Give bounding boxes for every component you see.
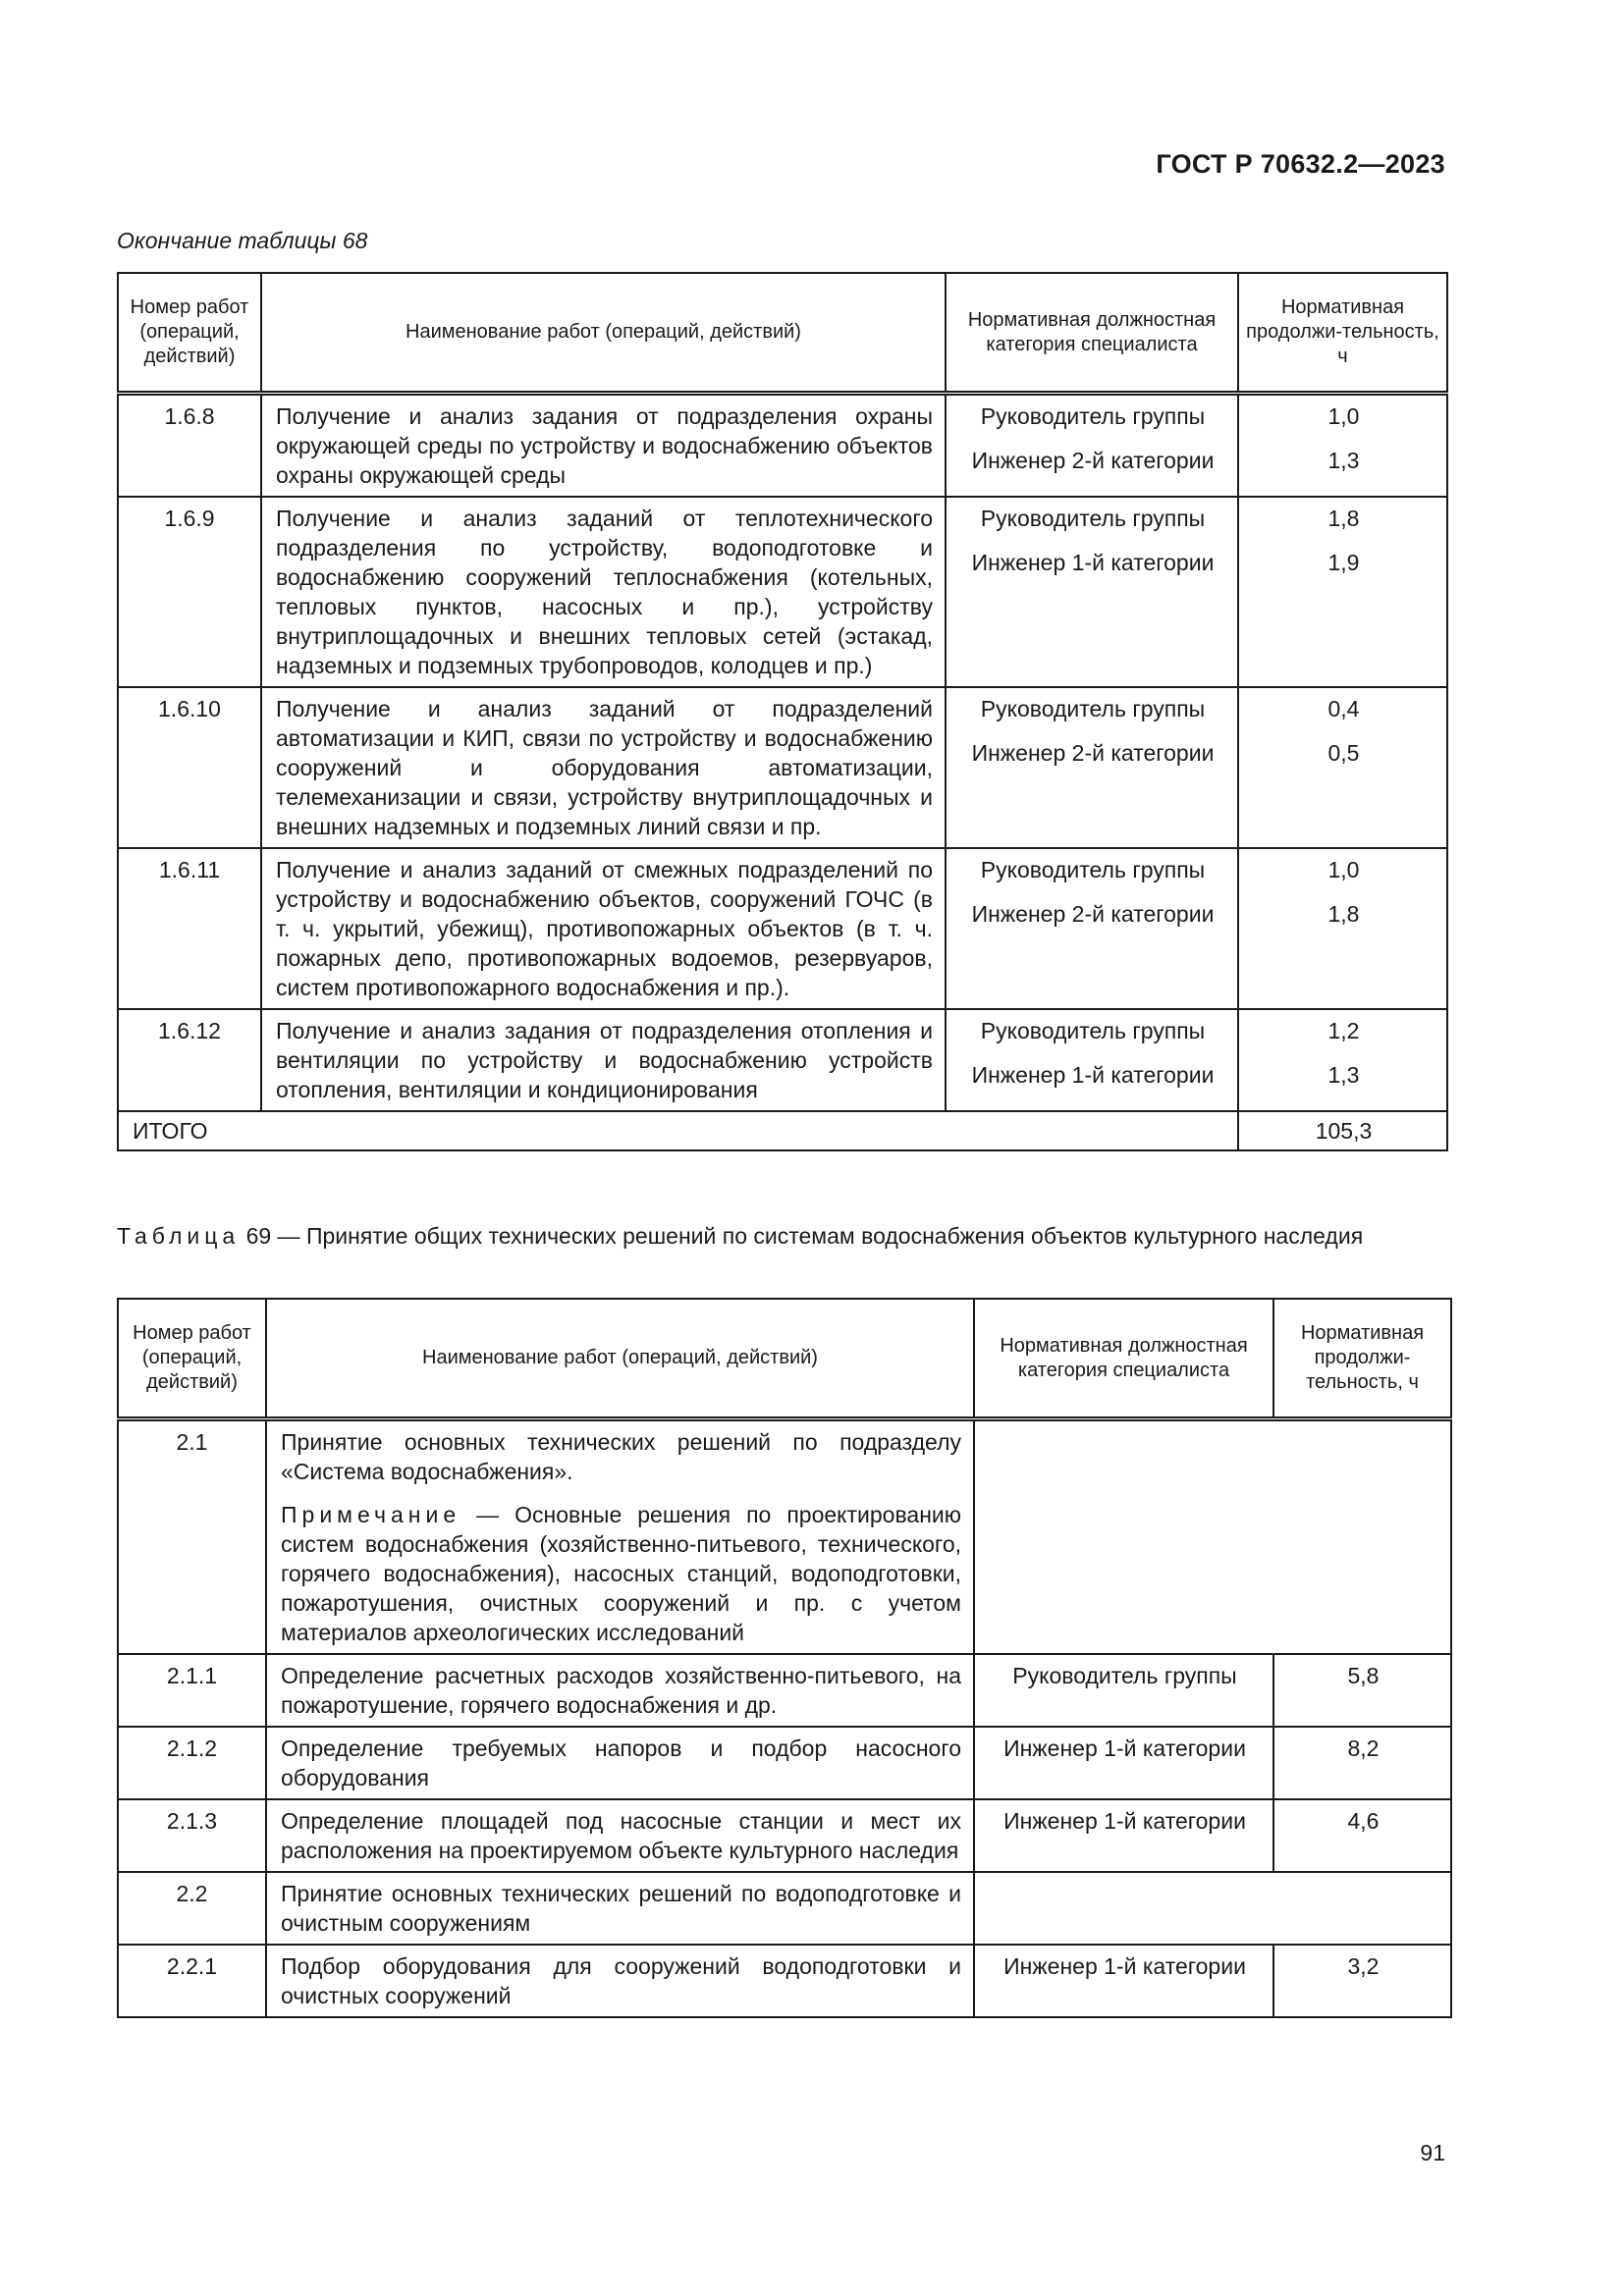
category-line: Инженер 2-й категории bbox=[971, 740, 1215, 766]
category-line: Руководитель группы bbox=[980, 857, 1206, 882]
row-category bbox=[946, 1009, 1238, 1111]
category-line: Руководитель группы bbox=[980, 696, 1206, 721]
category-line: Инженер 2-й категории bbox=[971, 901, 1215, 927]
duration-line: 1,2 bbox=[1327, 1018, 1360, 1043]
duration-line: 1,8 bbox=[1327, 506, 1360, 531]
row-number: 1.6.8 bbox=[118, 394, 261, 498]
row-duration: 4,6 bbox=[1273, 1799, 1451, 1872]
row-category: Инженер 1-й категории bbox=[974, 1799, 1273, 1872]
row-number: 1.6.12 bbox=[118, 1009, 261, 1111]
table-row bbox=[118, 687, 1447, 848]
column-header-category: Нормативная должностная категория специалиста bbox=[946, 273, 1238, 394]
row-name: Получение и анализ заданий от смежных подразделений по устройству и водоснабжению объектов, сооружений ГОЧС (в т. ч. укрытий, убежищ), противопожарных объектов (в т. ч. пожарных депо, противопожарных водоемов, резервуаров, систем противопожарного водоснабжения и пр.). bbox=[261, 848, 946, 1009]
row-duration bbox=[1238, 1009, 1447, 1111]
duration-line: 1,3 bbox=[1327, 1062, 1360, 1088]
row-name: Получение и анализ заданий от теплотехнического подразделения по устройству, водоподготовке и водоснабжению сооружений теплоснабжения (котельных, тепловых пунктов, насосных и пр.), устройству внутриплощадочных и внешних тепловых сетей (эстакад, надземных и подземных трубопроводов, колодцев и пр.) bbox=[261, 497, 946, 687]
table-69 bbox=[117, 1298, 1452, 2018]
row-name: Определение расчетных расходов хозяйственно-питьевого, на пожаротушение, горячего водоснабжения и др. bbox=[266, 1654, 974, 1727]
duration-line: 1,0 bbox=[1327, 403, 1360, 429]
total-label: ИТОГО bbox=[118, 1111, 1238, 1150]
duration-line: 1,3 bbox=[1327, 448, 1360, 473]
row-number: 2.1.1 bbox=[118, 1654, 266, 1727]
category-line: Руководитель группы bbox=[980, 403, 1206, 429]
duration-line: 0,5 bbox=[1327, 740, 1360, 766]
page-number: 91 bbox=[1420, 2140, 1445, 2165]
table-row bbox=[118, 1872, 1451, 1945]
row-category bbox=[946, 497, 1238, 687]
row-duration bbox=[1238, 497, 1447, 687]
table-row bbox=[118, 1945, 1451, 2017]
row-number: 1.6.10 bbox=[118, 687, 261, 848]
category-line: Инженер 1-й категории bbox=[971, 550, 1215, 575]
row-category bbox=[946, 394, 1238, 498]
table-row bbox=[118, 1654, 1451, 1727]
column-header-name: Наименование работ (операций, действий) bbox=[266, 1299, 974, 1419]
table-row bbox=[118, 497, 1447, 687]
table-header-row bbox=[118, 273, 1447, 394]
row-category: Инженер 1-й категории bbox=[974, 1945, 1273, 2017]
category-line: Руководитель группы bbox=[980, 1018, 1206, 1043]
table-69-caption-word: Таблица bbox=[117, 1223, 241, 1249]
table-69-caption-text: 69 — Принятие общих технических решений по системам водоснабжения объектов культурного наследия bbox=[240, 1223, 1364, 1249]
row-name bbox=[266, 1419, 974, 1655]
table-row bbox=[118, 1799, 1451, 1872]
column-header-category: Нормативная должностная категория специалиста bbox=[974, 1299, 1273, 1419]
row-number: 2.2.1 bbox=[118, 1945, 266, 2017]
category-line: Инженер 2-й категории bbox=[971, 448, 1215, 473]
row-name: Получение и анализ заданий от подразделений автоматизации и КИП, связи по устройству и водоснабжению сооружений и оборудования автоматизации, телемеханизации и связи, устройству внутриплощадочных и внешних надземных и подземных линий связи и пр. bbox=[261, 687, 946, 848]
table-row bbox=[118, 1009, 1447, 1111]
duration-line: 0,4 bbox=[1327, 696, 1360, 721]
column-header-duration: Нормативная продолжи-тельность, ч bbox=[1238, 273, 1447, 394]
duration-line: 1,8 bbox=[1327, 901, 1360, 927]
table-row bbox=[118, 848, 1447, 1009]
row-number: 1.6.9 bbox=[118, 497, 261, 687]
document-id: ГОСТ Р 70632.2—2023 bbox=[1156, 149, 1445, 179]
row-name-text: Принятие основных технических решений по подразделу «Система водоснабжения». bbox=[281, 1429, 961, 1484]
table-header-row bbox=[118, 1299, 1451, 1419]
duration-line: 1,9 bbox=[1327, 550, 1360, 575]
row-name: Получение и анализ задания от подразделения отопления и вентиляции по устройству и водоснабжению устройств отопления, вентиляции и кондиционирования bbox=[261, 1009, 946, 1111]
row-name: Получение и анализ задания от подразделения охраны окружающей среды по устройству и водоснабжению объектов охраны окружающей среды bbox=[261, 394, 946, 498]
column-header-number: Номер работ (операций, действий) bbox=[118, 1299, 266, 1419]
category-line: Руководитель группы bbox=[980, 506, 1206, 531]
row-name: Принятие основных технических решений по водоподготовке и очистным сооружениям bbox=[266, 1872, 974, 1945]
row-duration: 5,8 bbox=[1273, 1654, 1451, 1727]
row-duration bbox=[1238, 848, 1447, 1009]
row-duration bbox=[1238, 394, 1447, 498]
row-duration bbox=[1238, 687, 1447, 848]
row-name: Подбор оборудования для сооружений водоподготовки и очистных сооружений bbox=[266, 1945, 974, 2017]
row-name: Определение площадей под насосные станции и мест их расположения на проектируемом объекте культурного наследия bbox=[266, 1799, 974, 1872]
total-row bbox=[118, 1111, 1447, 1150]
row-number: 2.1 bbox=[118, 1419, 266, 1655]
row-duration: 3,2 bbox=[1273, 1945, 1451, 2017]
row-note bbox=[281, 1500, 961, 1647]
note-word: Примечание bbox=[281, 1502, 461, 1527]
table-68 bbox=[117, 272, 1448, 1151]
row-category: Руководитель группы bbox=[974, 1654, 1273, 1727]
row-category-empty bbox=[974, 1419, 1451, 1655]
row-number: 2.1.3 bbox=[118, 1799, 266, 1872]
row-category-empty bbox=[974, 1872, 1451, 1945]
row-category bbox=[946, 848, 1238, 1009]
table-row bbox=[118, 394, 1447, 498]
row-category: Инженер 1-й категории bbox=[974, 1727, 1273, 1799]
table-row bbox=[118, 1419, 1451, 1655]
total-value: 105,3 bbox=[1238, 1111, 1447, 1150]
row-duration: 8,2 bbox=[1273, 1727, 1451, 1799]
table-69-caption bbox=[117, 1221, 1447, 1252]
table-row bbox=[118, 1727, 1451, 1799]
column-header-name: Наименование работ (операций, действий) bbox=[261, 273, 946, 394]
column-header-number: Номер работ (операций, действий) bbox=[118, 273, 261, 394]
row-name: Определение требуемых напоров и подбор насосного оборудования bbox=[266, 1727, 974, 1799]
row-number: 1.6.11 bbox=[118, 848, 261, 1009]
row-number: 2.1.2 bbox=[118, 1727, 266, 1799]
column-header-duration: Нормативная продолжи-тельность, ч bbox=[1273, 1299, 1451, 1419]
category-line: Инженер 1-й категории bbox=[971, 1062, 1215, 1088]
row-number: 2.2 bbox=[118, 1872, 266, 1945]
row-category bbox=[946, 687, 1238, 848]
duration-line: 1,0 bbox=[1327, 857, 1360, 882]
note-text: — Основные решения по проектированию систем водоснабжения (хозяйственно-питьевого, технического, горячего водоснабжения), насосных станций, водоподготовки, пожаротушения, очистных сооружений и пр. с учетом материалов археологических исследований bbox=[281, 1502, 961, 1645]
table-68-caption: Окончание таблицы 68 bbox=[117, 228, 368, 253]
